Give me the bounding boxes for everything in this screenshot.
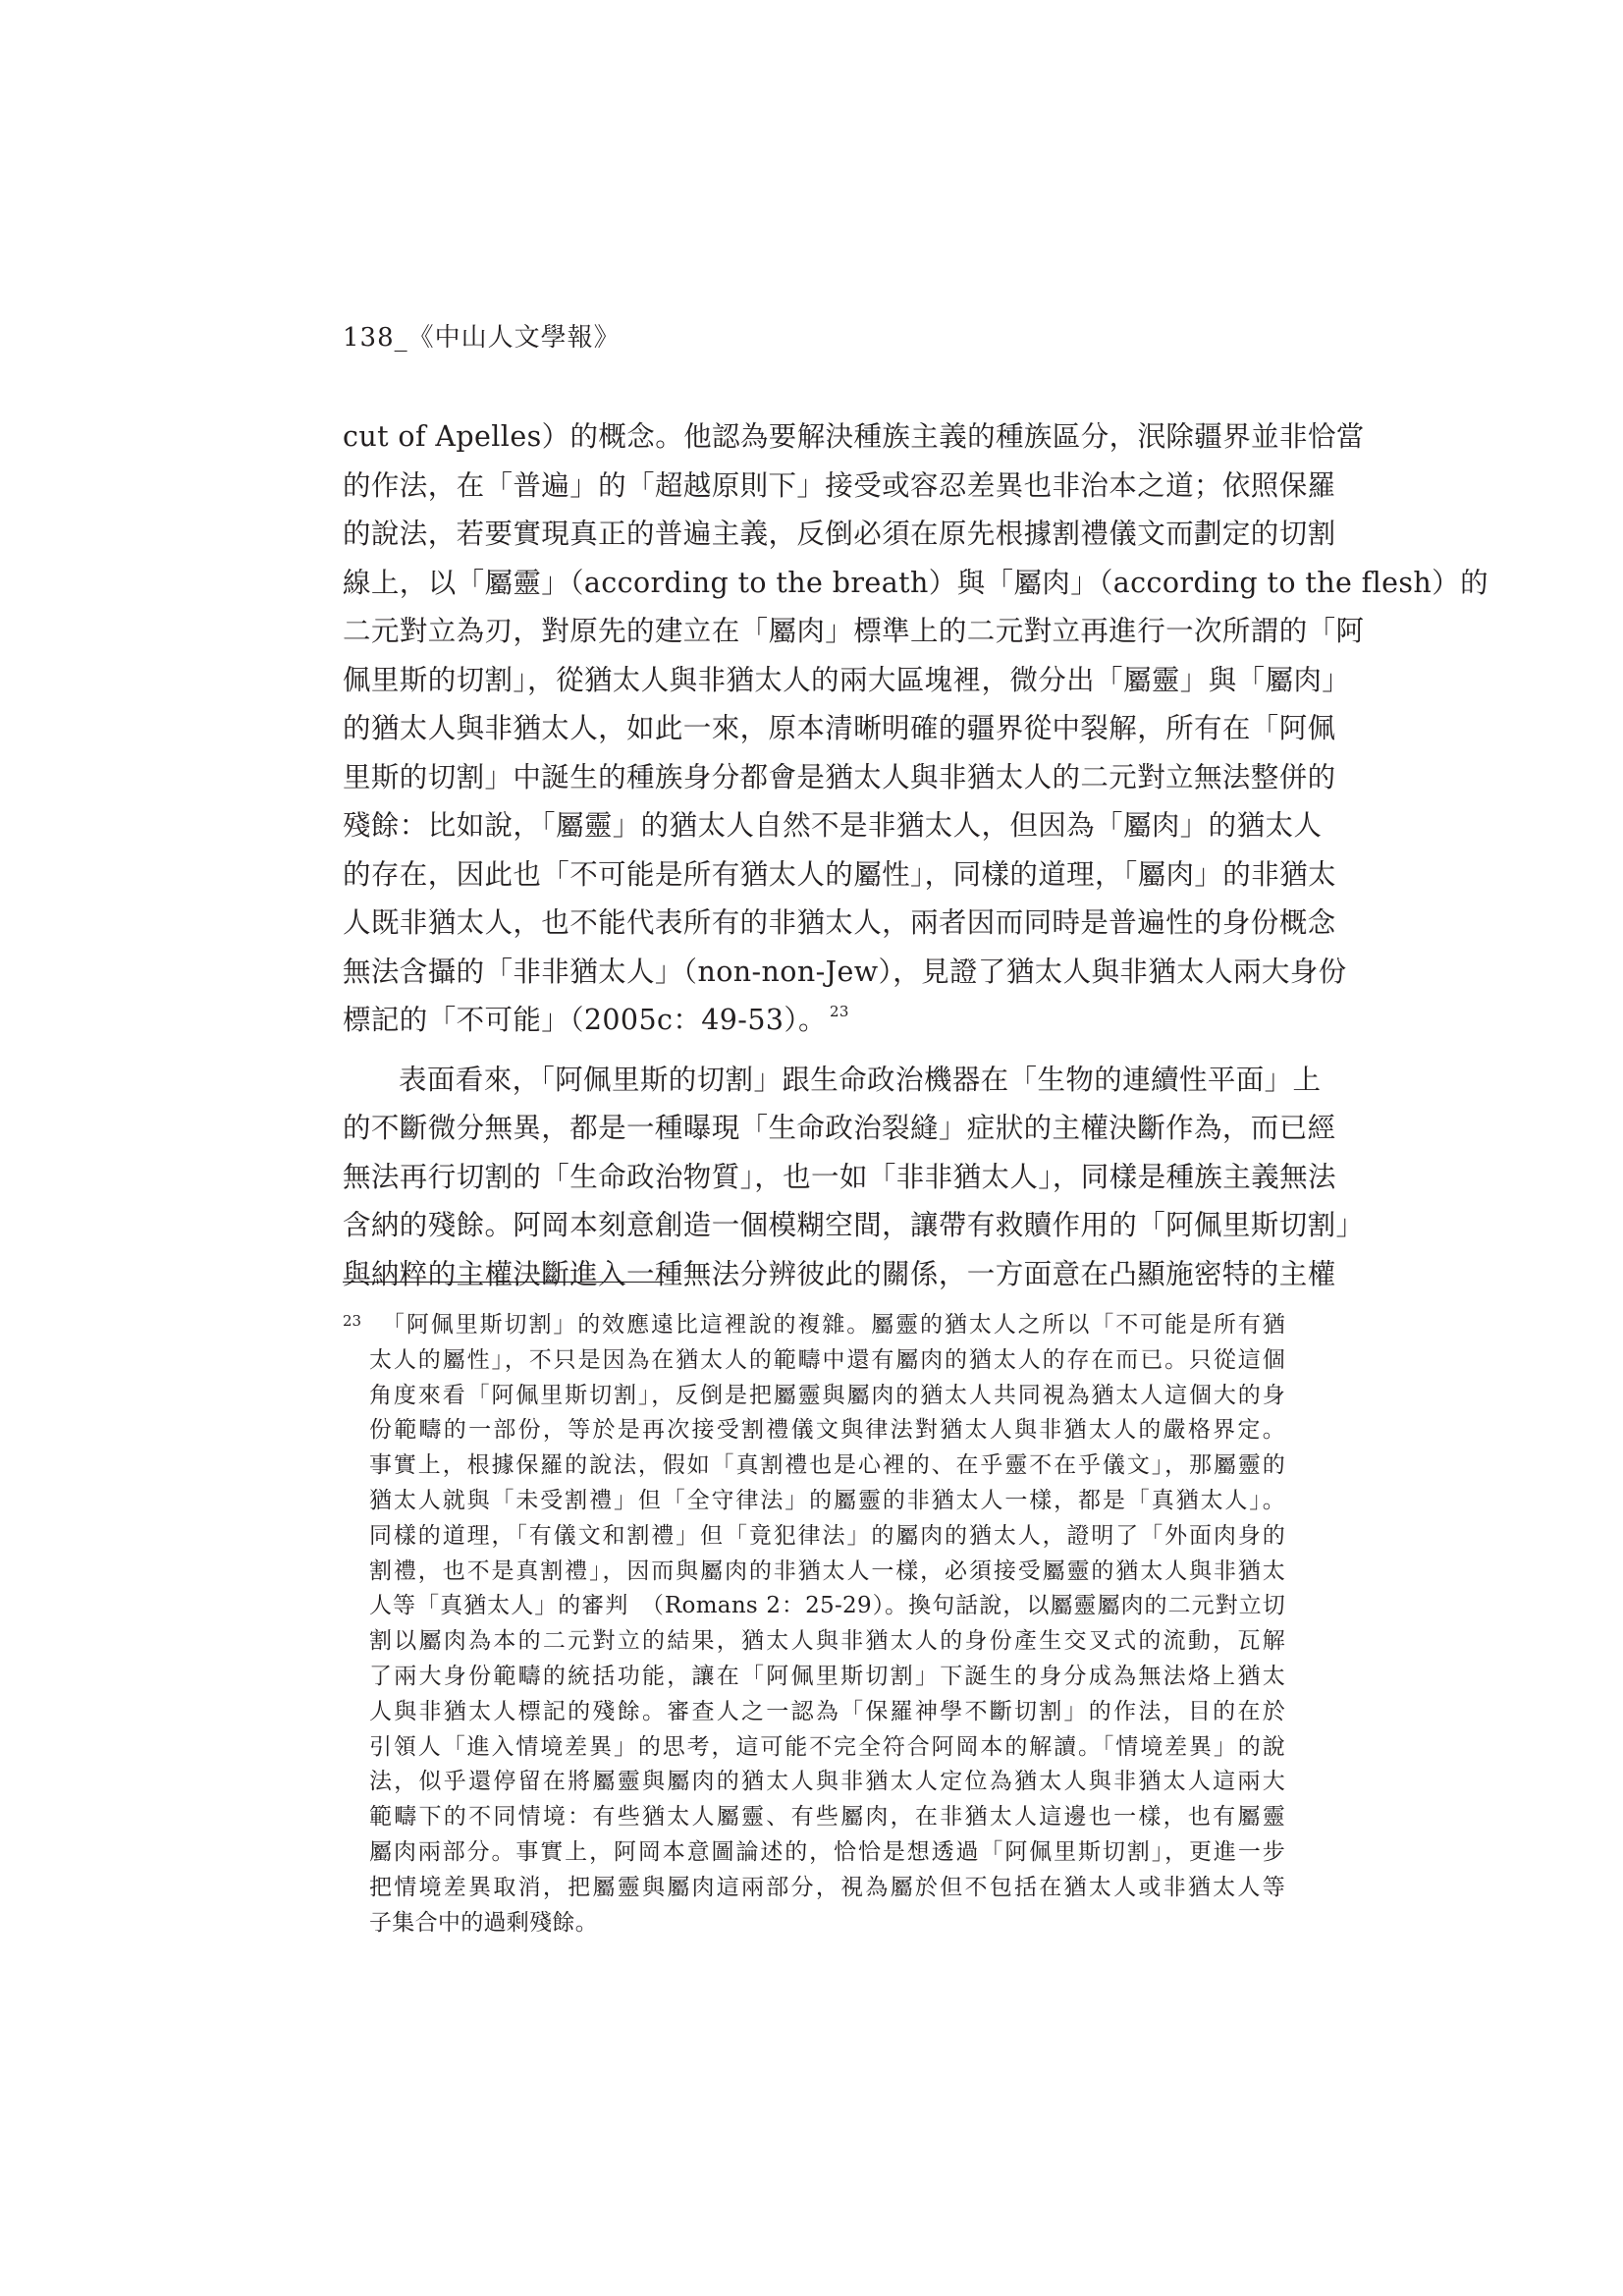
main-text bbox=[343, 412, 1488, 1298]
text-line: 與納粹的主權決斷進入一種無法分辨彼此的關係，一方面意在凸顯施密特的主權 bbox=[343, 1257, 1336, 1290]
footnote-line: 猶太人就與「未受割禮」但「全守律法」的屬靈的非猶太人一樣，都是「真猶太人」。 bbox=[369, 1487, 1285, 1513]
text-line-last bbox=[343, 996, 1285, 1045]
footnote-line: 法，似乎還停留在將屬靈與屬肉的猶太人與非猶太人定位為猶太人與非猶太人這兩大 bbox=[369, 1769, 1285, 1795]
text-line: 佩里斯的切割」，從猶太人與非猶太人的兩大區塊裡，微分出「屬靈」與「屬肉」 bbox=[343, 663, 1351, 696]
text-line: 的存在，因此也「不可能是所有猶太人的屬性」，同樣的道理，「屬肉」的非猶太 bbox=[343, 857, 1336, 891]
footnote-line: 份範疇的一部份，等於是再次接受割禮儀文與律法對猶太人與非猶太人的嚴格界定。 bbox=[369, 1417, 1285, 1444]
footnote-line: 事實上，根據保羅的說法，假如「真割禮也是心裡的、在乎靈不在乎儀文」，那屬靈的 bbox=[369, 1452, 1285, 1479]
text-line: 的猶太人與非猶太人，如此一來，原本清晰明確的疆界從中裂解，所有在「阿佩 bbox=[343, 712, 1336, 744]
text-line: 含納的殘餘。阿岡本刻意創造一個模糊空間，讓帶有救贖作用的「阿佩里斯切割」 bbox=[343, 1209, 1365, 1241]
footnote-line: 同樣的道理，「有儀文和割禮」但「竟犯律法」的屬肉的猶太人，證明了「外面肉身的 bbox=[369, 1522, 1285, 1549]
text-line: 線上，以「屬靈」（according to the breath）與「屬肉」（according to the flesh）的 bbox=[343, 566, 1488, 599]
footnote-line: 太人的屬性」，不只是因為在猶太人的範疇中還有屬肉的猶太人的存在而已。只從這個 bbox=[369, 1346, 1285, 1373]
footnote-line: 把情境差異取消，把屬靈與屬肉這兩部分，視為屬於但不包括在猶太人或非猶太人等 bbox=[369, 1874, 1285, 1900]
footnote-line: 人與非猶太人標記的殘餘。審查人之一認為「保羅神學不斷切割」的作法，目的在於 bbox=[369, 1698, 1285, 1724]
footnote-reference[interactable]: 23 bbox=[829, 1003, 849, 1020]
text-line: 殘餘：比如說，「屬靈」的猶太人自然不是非猶太人，但因為「屬肉」的猶太人 bbox=[343, 809, 1323, 842]
footnote-number: 23 bbox=[343, 1312, 362, 1330]
text-line: 人既非猶太人，也不能代表所有的非猶太人，兩者因而同時是普遍性的身份概念 bbox=[343, 906, 1336, 939]
running-header: 138_《中山人文學報》 bbox=[343, 323, 621, 353]
footnote-line: 角度來看「阿佩里斯切割」，反倒是把屬靈與屬肉的猶太人共同視為猶太人這個大的身 bbox=[369, 1382, 1285, 1408]
text-line: 二元對立為刃，對原先的建立在「屬肉」標準上的二元對立再進行一次所謂的「阿 bbox=[343, 615, 1365, 647]
footnote-line: 「阿佩里斯切割」的效應遠比這裡說的複雜。屬靈的猶太人之所以「不可能是所有猶 bbox=[382, 1312, 1285, 1338]
text-line: 表面看來，「阿佩里斯的切割」跟生命政治機器在「生物的連續性平面」上 bbox=[399, 1063, 1322, 1096]
footnote-line: 割以屬肉為本的二元對立的結果，猶太人與非猶太人的身份產生交叉式的流動，瓦解 bbox=[369, 1628, 1285, 1655]
footnote-line: 屬肉兩部分。事實上，阿岡本意圖論述的，恰恰是想透過「阿佩里斯切割」，更進一步 bbox=[369, 1838, 1285, 1865]
paragraph-gap bbox=[343, 1045, 1285, 1056]
footnote-text bbox=[369, 1308, 1285, 1941]
paragraph-1 bbox=[343, 412, 1488, 1045]
footnote-divider bbox=[343, 1282, 664, 1283]
text-line: 的不斷微分無異，都是一種曝現「生命政治裂縫」症狀的主權決斷作為，而已經 bbox=[343, 1112, 1336, 1144]
footnote-line: 了兩大身份範疇的統括功能，讓在「阿佩里斯切割」下誕生的身分成為無法烙上猶太 bbox=[369, 1663, 1285, 1689]
footnote-line: 人等「真猶太人」的審判 （Romans 2：25-29）。換句話說，以屬靈屬肉的二元對立切 bbox=[369, 1593, 1285, 1619]
text-line: 標記的「不可能」（2005c：49-53）。 bbox=[343, 1004, 827, 1036]
text-line: 的說法，若要實現真正的普遍主義，反倒必須在原先根據割禮儀文而劃定的切割 bbox=[343, 518, 1336, 550]
text-line: 里斯的切割」中誕生的種族身分都會是猶太人與非猶太人的二元對立無法整併的 bbox=[343, 760, 1336, 793]
text-line: cut of Apelles）的概念。他認為要解決種族主義的種族區分，泯除疆界並非恰當 bbox=[343, 420, 1365, 453]
footnote-line: 割禮，也不是真割禮」，因而與屬肉的非猶太人一樣，必須接受屬靈的猶太人與非猶太 bbox=[369, 1558, 1285, 1584]
paragraph-2 bbox=[343, 1056, 1365, 1299]
footnote-line: 範疇下的不同情境：有些猶太人屬靈、有些屬肉，在非猶太人這邊也一樣，也有屬靈 bbox=[369, 1804, 1285, 1831]
text-line: 無法含攝的「非非猶太人」（non-non-Jew），見證了猶太人與非猶太人兩大身份 bbox=[343, 955, 1347, 988]
footnote-line: 引領人「進入情境差異」的思考，這可能不完全符合阿岡本的解讀。「情境差異」的說 bbox=[369, 1733, 1285, 1760]
footnote-line: 子集合中的過剩殘餘。 bbox=[369, 1909, 598, 1936]
text-line: 的作法，在「普遍」的「超越原則下」接受或容忍差異也非治本之道；依照保羅 bbox=[343, 468, 1336, 502]
text-line: 無法再行切割的「生命政治物質」，也一如「非非猶太人」，同樣是種族主義無法 bbox=[343, 1160, 1336, 1193]
